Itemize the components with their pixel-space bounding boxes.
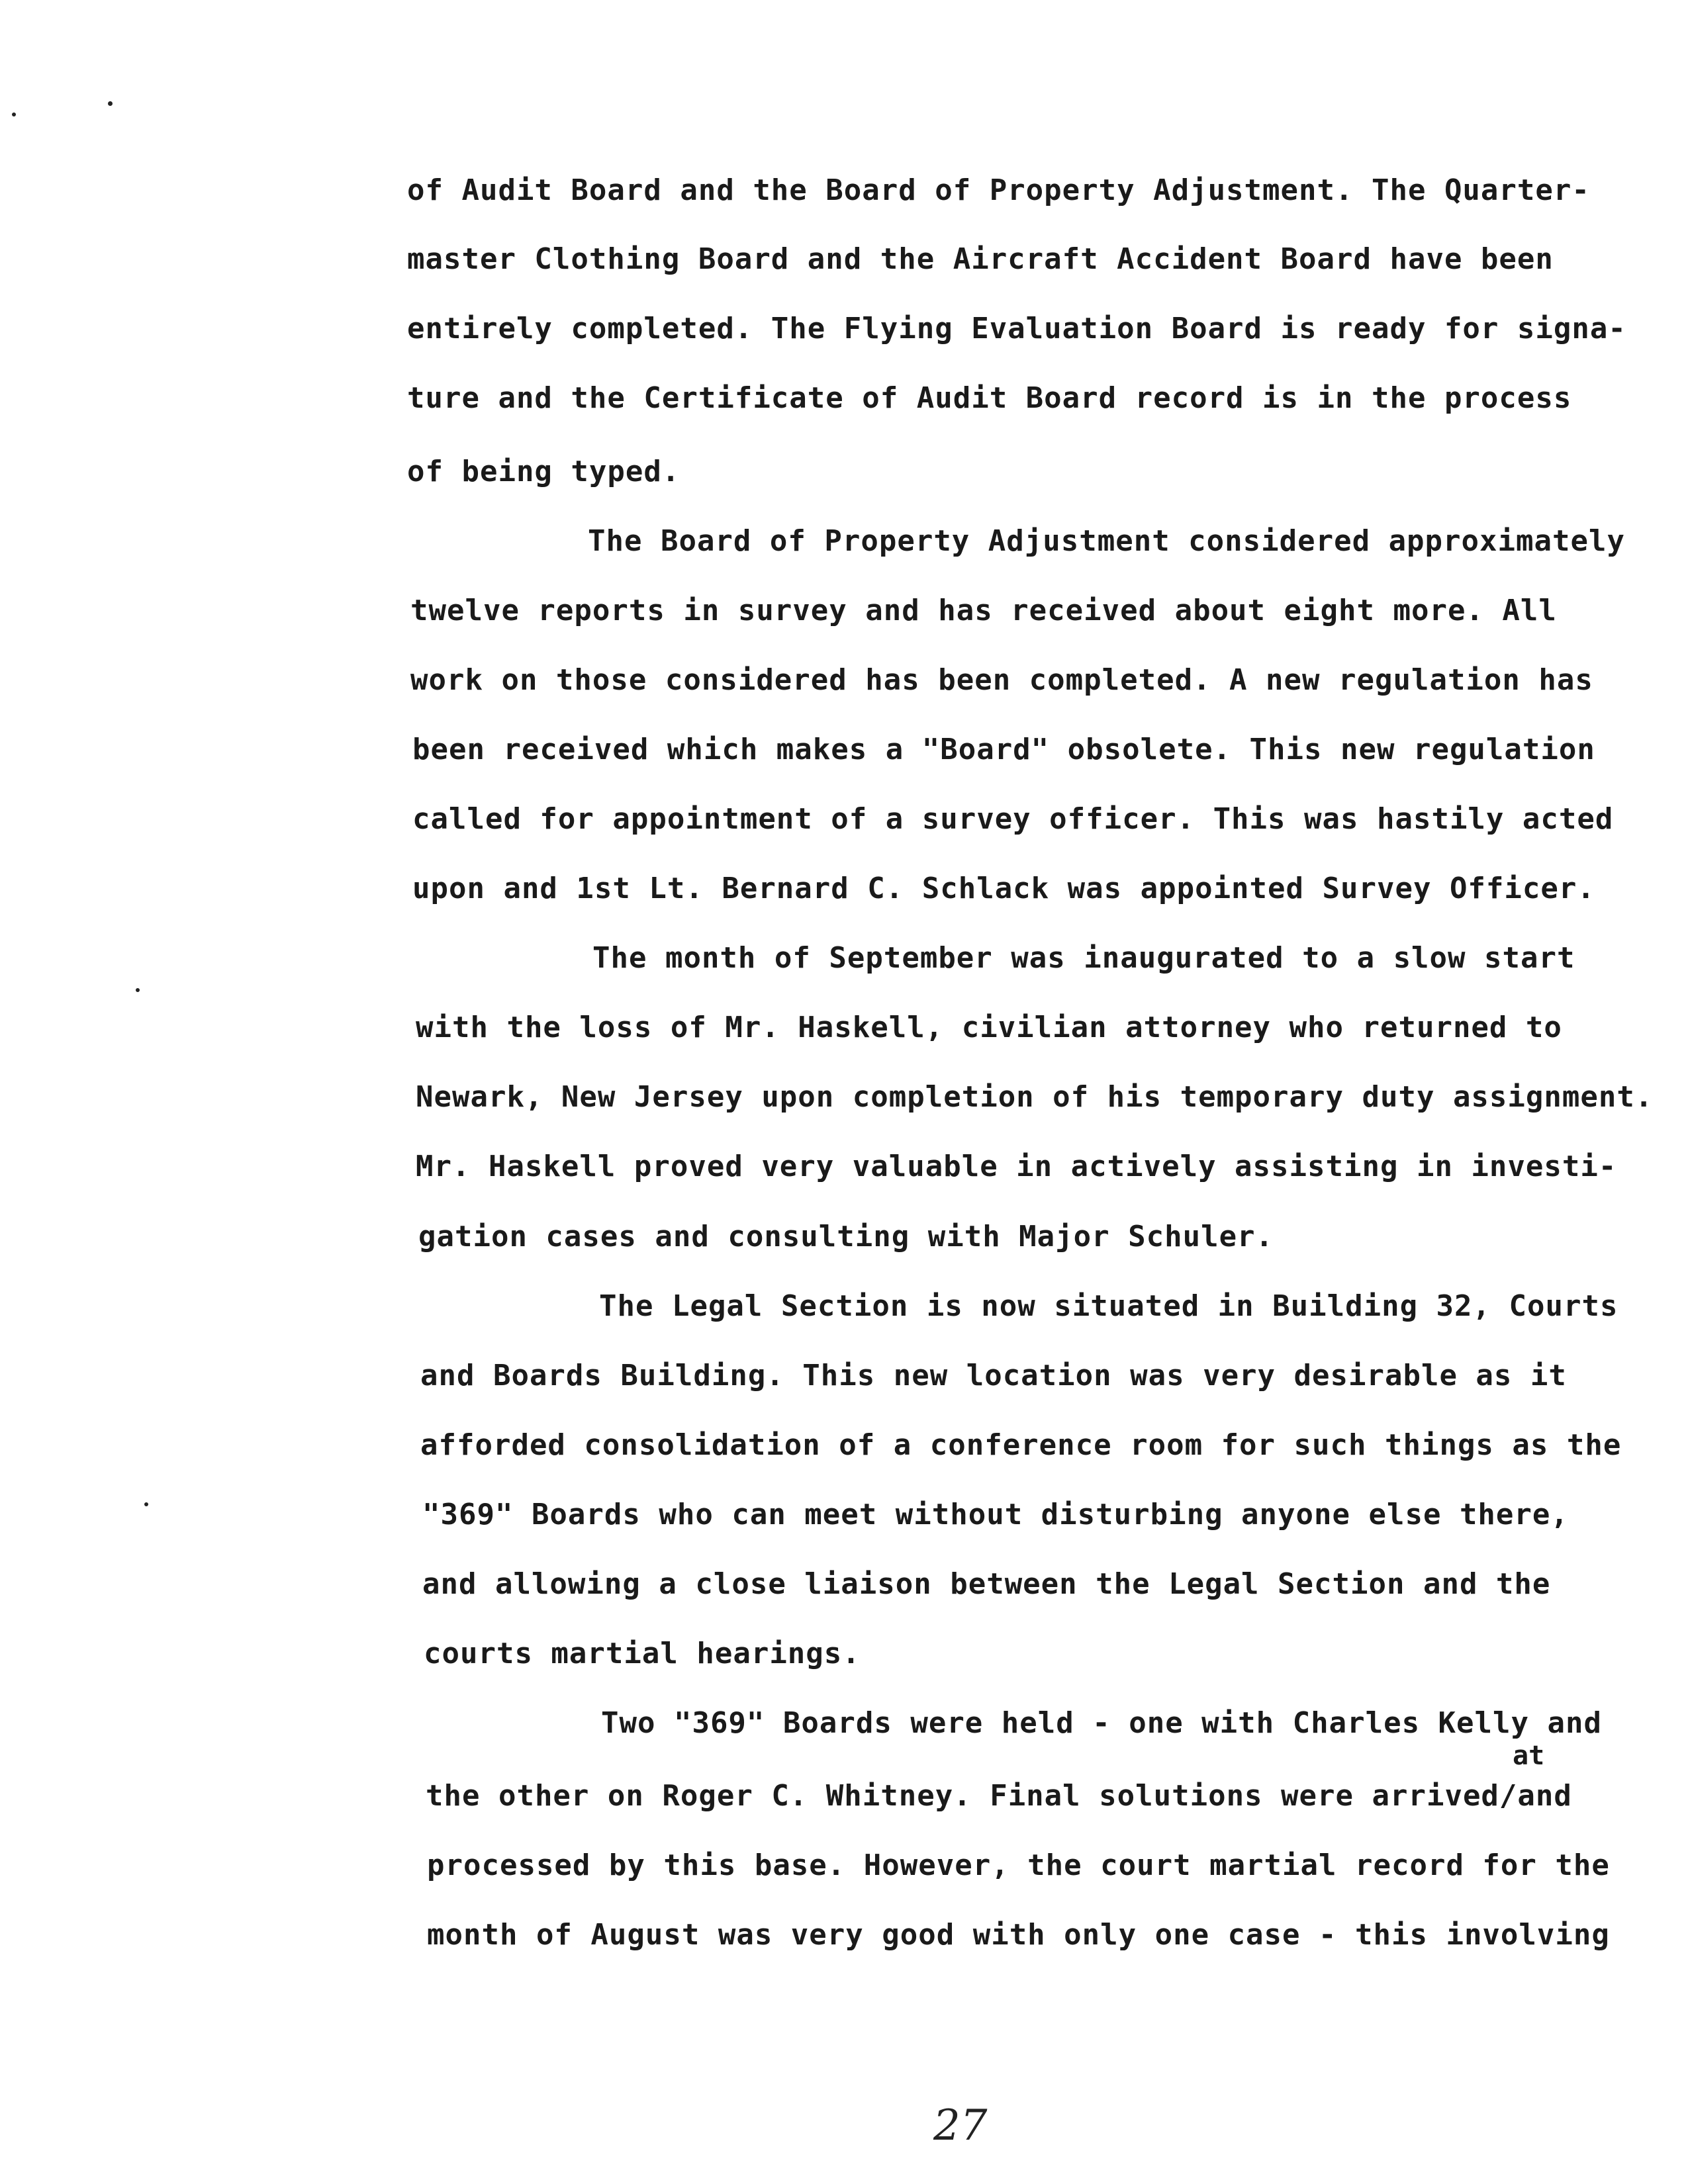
text-line: Newark, New Jersey upon completion of his temporary duty assignment. (416, 1080, 1654, 1114)
text-line: of Audit Board and the Board of Property Adjustment. The Quarter- (407, 173, 1590, 207)
text-line: courts martial hearings. (424, 1637, 861, 1670)
scan-speck (144, 1502, 148, 1506)
text-line: The Legal Section is now situated in Building 32, Courts (599, 1289, 1618, 1323)
scan-speck (136, 988, 140, 992)
text-line: master Clothing Board and the Aircraft Accident Board have been (407, 242, 1554, 276)
text-line: twelve reports in survey and has received about eight more. All (410, 594, 1557, 627)
text-line: and Boards Building. This new location was very desirable as it (420, 1359, 1567, 1392)
scan-speck (12, 113, 16, 116)
text-line: work on those considered has been completed. A new regulation has (410, 663, 1593, 697)
text-line: afforded consolidation of a conference room for such things as the (420, 1428, 1622, 1462)
text-line: The Board of Property Adjustment considered approximately (588, 524, 1625, 558)
text-line: processed by this base. However, the court martial record for the (427, 1848, 1610, 1882)
text-line: of being typed. (407, 455, 680, 488)
text-line: been received which makes a "Board" obsolete. This new regulation (412, 733, 1595, 766)
text-line: Mr. Haskell proved very valuable in actively assisting in investi- (416, 1150, 1617, 1183)
text-line: called for appointment of a survey officer. This was hastily acted (412, 802, 1614, 836)
text-line: entirely completed. The Flying Evaluation Board is ready for signa- (407, 312, 1626, 345)
scan-speck (108, 101, 113, 106)
text-line: Two "369" Boards were held - one with Charles Kelly and (601, 1706, 1602, 1740)
text-line: the other on Roger C. Whitney. Final solutions were arrived/and (426, 1779, 1572, 1813)
text-line: ture and the Certificate of Audit Board record is in the process (407, 381, 1572, 415)
handwritten-insertion: at (1513, 1741, 1545, 1771)
text-line: gation cases and consulting with Major Schuler. (418, 1220, 1274, 1253)
page-number: 27 (933, 2101, 988, 2150)
text-line: month of August was very good with only one case - this involving (427, 1918, 1610, 1952)
text-line: The month of September was inaugurated to a slow start (592, 941, 1575, 975)
text-line: upon and 1st Lt. Bernard C. Schlack was appointed Survey Officer. (412, 872, 1595, 905)
text-line: and allowing a close liaison between the Legal Section and the (422, 1567, 1551, 1601)
text-line: "369" Boards who can meet without disturbing anyone else there, (422, 1498, 1569, 1531)
text-line: with the loss of Mr. Haskell, civilian attorney who returned to (416, 1011, 1562, 1044)
